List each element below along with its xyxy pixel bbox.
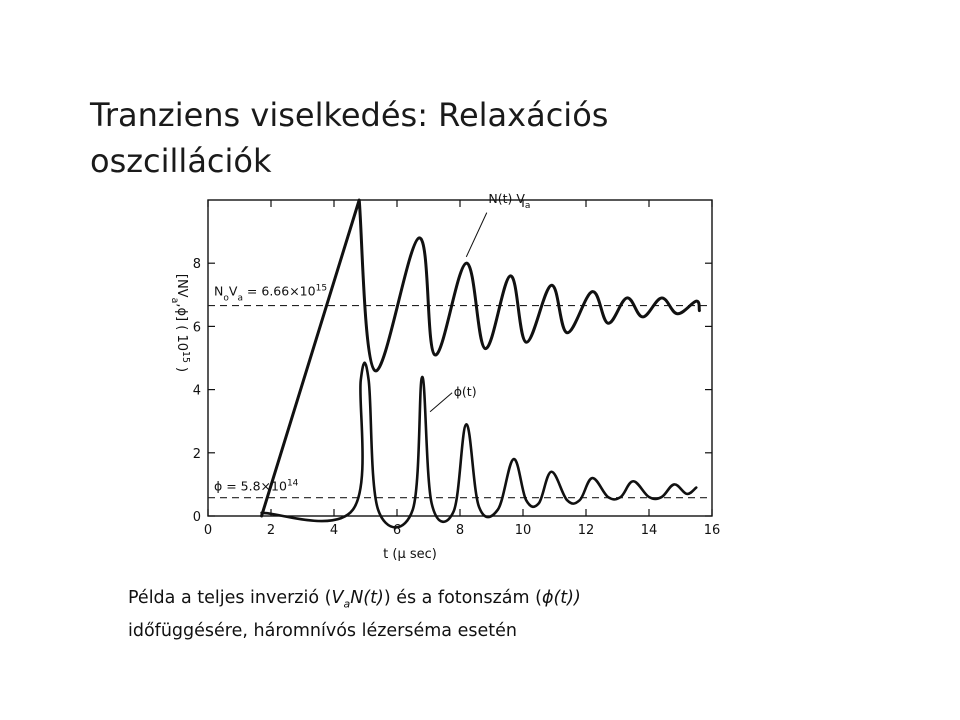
y-tick-label: 0: [192, 510, 201, 525]
caption-n-t: N(t): [350, 588, 384, 608]
relaxation-oscillation-figure: [150, 188, 750, 568]
caption-a-subscript: a: [343, 597, 351, 611]
y-tick-label: 2: [192, 446, 201, 462]
x-tick-label: 4: [329, 523, 339, 538]
x-axis-label: t (μ sec): [383, 547, 437, 562]
chart-svg: [150, 188, 750, 568]
y-tick-label: 8: [192, 257, 201, 273]
x-tick-label: 14: [640, 523, 658, 538]
y-tick-label: 4: [192, 383, 201, 399]
reference-line-label: $\phi = 5.8\times 10^{14}$: [214, 478, 299, 494]
y-axis-label: $[NV_a,\phi]$ ( $10^{15}$ ): [169, 273, 192, 373]
x-tick-label: 2: [266, 523, 276, 538]
figure-caption: [128, 585, 888, 645]
x-tick-label: 8: [455, 523, 465, 538]
annotation-inversion: N(t) $V_a$: [488, 191, 531, 212]
caption-mid: ) és a fotonszám (: [383, 588, 542, 608]
caption-phi-symbol: ϕ: [541, 588, 554, 608]
x-tick-label: 16: [703, 523, 721, 538]
annotation-inversion-leader: [466, 213, 486, 257]
caption-phi-t: (t)): [553, 588, 581, 608]
x-tick-label: 12: [577, 523, 595, 538]
annotation-photon: ϕ(t): [453, 383, 477, 399]
chart-labels: [170, 191, 531, 562]
annotation-photon-leader: [430, 393, 452, 412]
y-tick-label: 6: [192, 320, 201, 336]
caption-prefix: Példa a teljes inverzió (: [128, 588, 332, 608]
caption-line-2: időfüggésére, háromnívós lézerséma esetén: [128, 620, 517, 641]
series-photon-line: [262, 363, 697, 528]
x-tick-label: 10: [514, 523, 532, 538]
caption-v: V: [331, 588, 344, 608]
slide-title: Tranziens viselkedés: Relaxációs oszcillációk: [90, 96, 609, 180]
series-inversion-line: [262, 200, 700, 516]
chart-curves: [262, 200, 700, 527]
reference-line-label: $N_oV_a = 6.66\times 10^{15}$: [214, 283, 328, 304]
x-tick-label: 0: [203, 523, 213, 538]
x-tick-label: 6: [392, 523, 402, 538]
caption-line-1: [128, 585, 888, 618]
